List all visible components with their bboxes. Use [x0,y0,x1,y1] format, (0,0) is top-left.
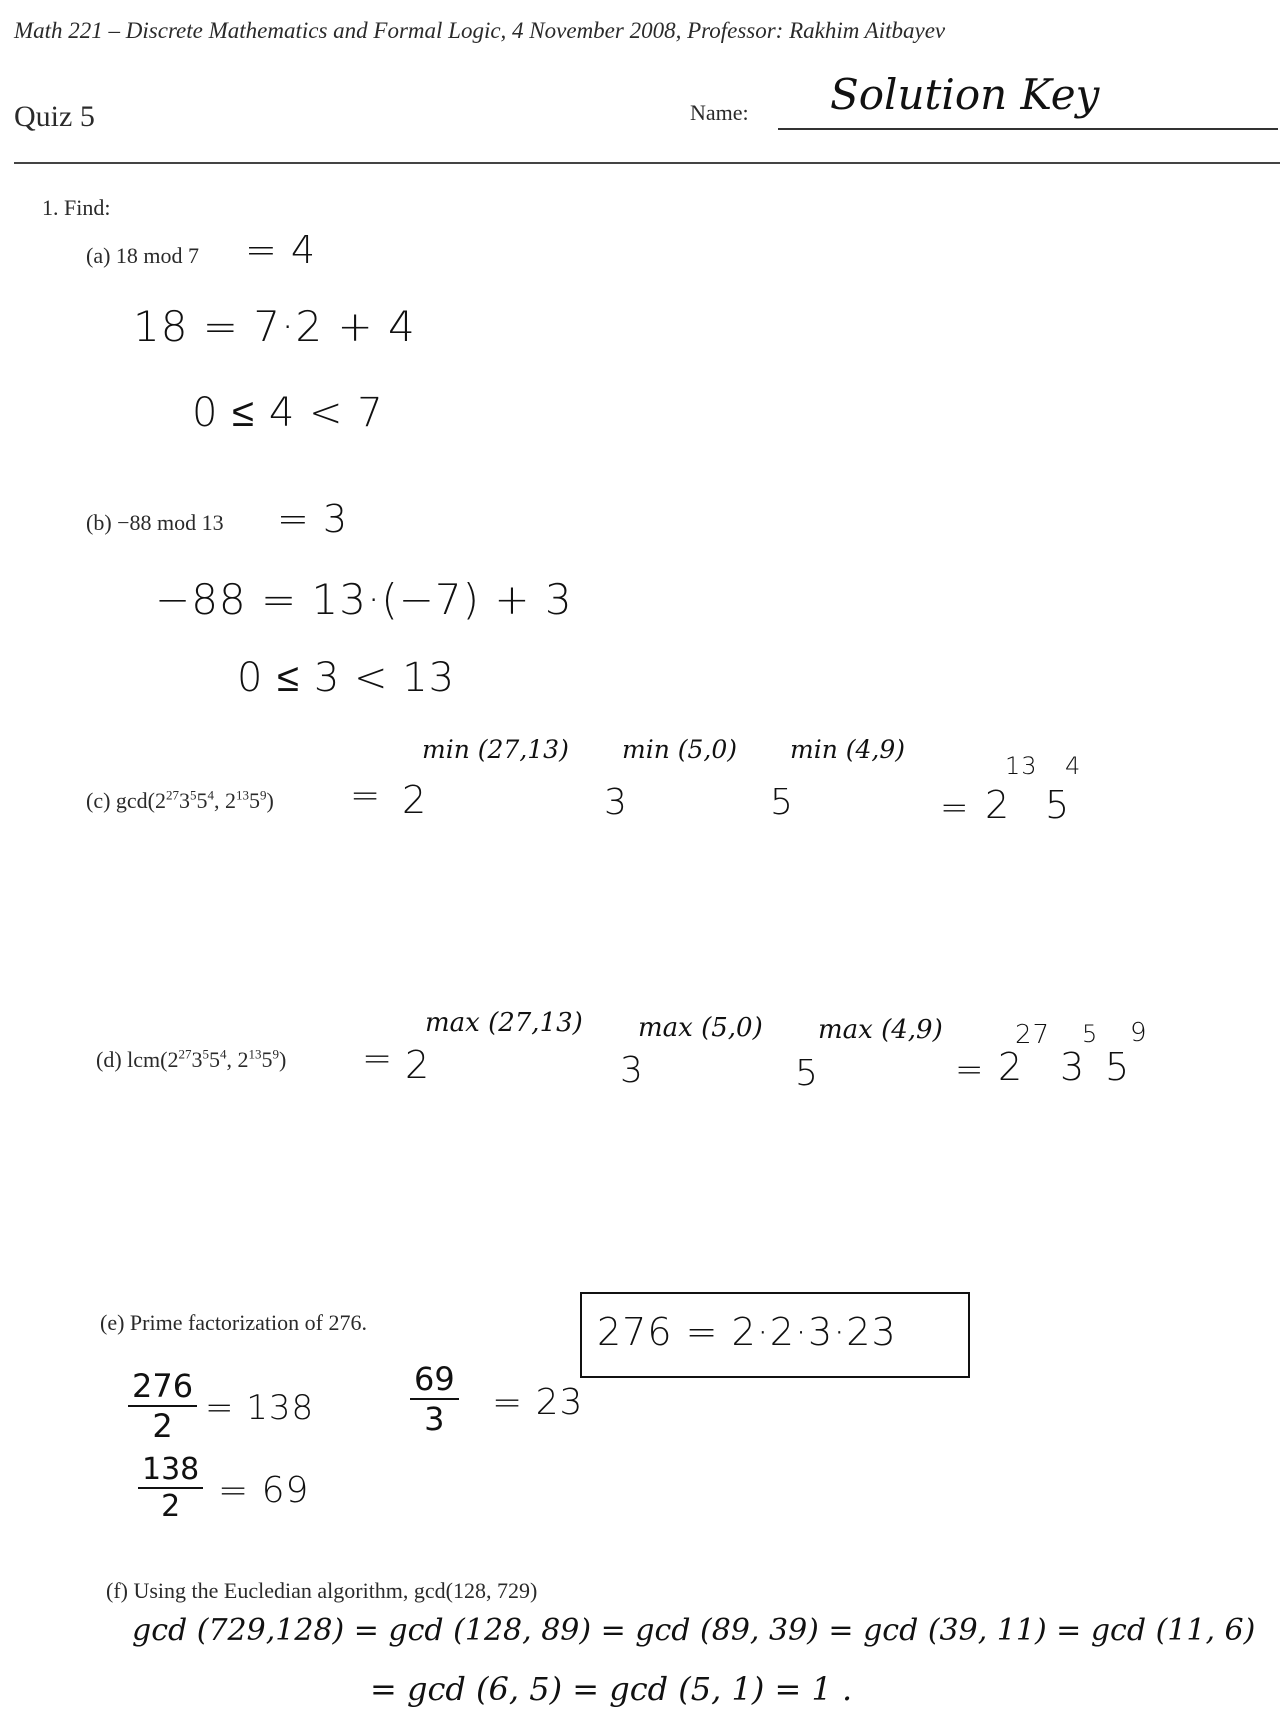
fraction-numerator: 276 [128,1367,197,1407]
quiz-title: Quiz 5 [14,100,95,133]
name-label: Name: [690,100,749,125]
fraction-numerator: 69 [410,1360,459,1400]
part-a-work-line2: 0 ≤ 4 < 7 [192,390,384,436]
part-d-prompt: (d) $lcm(2^{27}3^55^4$, $2^{13}5^9$) [96,1046,287,1072]
part-e-fraction-276-over-2 [128,1367,197,1445]
part-c-exponent-min-27-13: min (27,13) [422,735,569,764]
part-b-work-line1: −88 = 13·(−7) + 3 [155,575,573,624]
part-f-prompt: (f) Using the Eucledian algorithm, gcd(128, 729) [106,1578,538,1603]
header-divider [14,162,1280,164]
fraction-numerator: 138 [138,1452,203,1489]
part-d-result-exponent-9: 9 [1130,1018,1148,1048]
part-b-prompt: (b) −88 mod 13 [86,510,224,535]
part-e-prompt: (e) Prime factorization of 276. [100,1310,367,1335]
name-value-handwritten: Solution Key [830,70,1100,119]
part-c-base-2: 2 [402,778,428,822]
part-c-exponent-min-4-9: min (4,9) [790,735,906,764]
part-c-result-equals: = [940,788,970,828]
part-d-result-base-2: 2 [998,1045,1024,1089]
part-a-work-line1: 18 = 7·2 + 4 [133,302,416,351]
part-c-result-base-2: 2 [985,783,1011,827]
part-d-exponent-max-27-13: max (27,13) [425,1008,583,1038]
part-c-prompt: (c) $\gcd(2^{27}3^55^4$, $2^{13}5^9$) [86,787,274,813]
part-d-exponent-max-5-0: max (5,0) [638,1013,763,1043]
part-d-base-3: 3 [620,1050,644,1091]
part-c-result-exponent-13: 13 [1005,752,1038,780]
part-d-result-base-5: 5 [1105,1045,1131,1089]
fraction-denominator: 3 [424,1400,445,1438]
fraction-denominator: 2 [152,1407,173,1445]
part-d-result-base-3: 3 [1060,1045,1086,1089]
fraction-denominator: 2 [161,1489,181,1524]
part-f-work-line2: = gcd (6, 5) = gcd (5, 1) = 1 . [370,1670,853,1708]
part-d-result-equals: = [955,1050,985,1090]
part-c-result-base-5: 5 [1045,783,1071,827]
part-e-boxed-answer: 276 = 2·2·3·23 [597,1310,897,1354]
part-e-fraction-2-result: = 69 [218,1470,310,1511]
part-e-fraction-1-result: = 138 [205,1388,315,1428]
part-d-result-exponent-27: 27 [1015,1020,1051,1050]
part-c-base-5: 5 [770,782,794,823]
header-course-line: Math 221 – Discrete Mathematics and Formal Logic, 4 November 2008, Professor: Rakhim Aitbayev [14,18,946,43]
part-c-base-3: 3 [604,782,628,823]
part-d-base-5: 5 [795,1053,819,1094]
part-e-fraction-3-result: = 23 [492,1382,584,1423]
part-d-base-2: 2 [405,1043,431,1087]
part-d-result-exponent-5: 5 [1082,1020,1099,1048]
part-d-equals: = [362,1038,394,1079]
part-b-work-line2: 0 ≤ 3 < 13 [237,655,456,701]
name-underline [778,128,1278,130]
part-c-equals: = [350,775,382,816]
part-e-fraction-69-over-3 [410,1360,459,1438]
part-a-answer: = 4 [245,228,317,272]
part-f-work-line1: gcd (729,128) = gcd (128, 89) = gcd (89, 39) = gcd (39, 11) = gcd (11, 6) [132,1613,1256,1648]
part-c-exponent-min-5-0: min (5,0) [622,735,738,764]
part-e-fraction-138-over-2 [138,1452,203,1524]
part-d-exponent-max-4-9: max (4,9) [818,1015,943,1045]
part-b-answer: = 3 [277,497,349,541]
part-a-prompt: (a) 18 mod 7 [86,243,200,268]
question-1-label: 1. Find: [42,195,111,220]
part-c-result-exponent-4: 4 [1065,752,1082,780]
